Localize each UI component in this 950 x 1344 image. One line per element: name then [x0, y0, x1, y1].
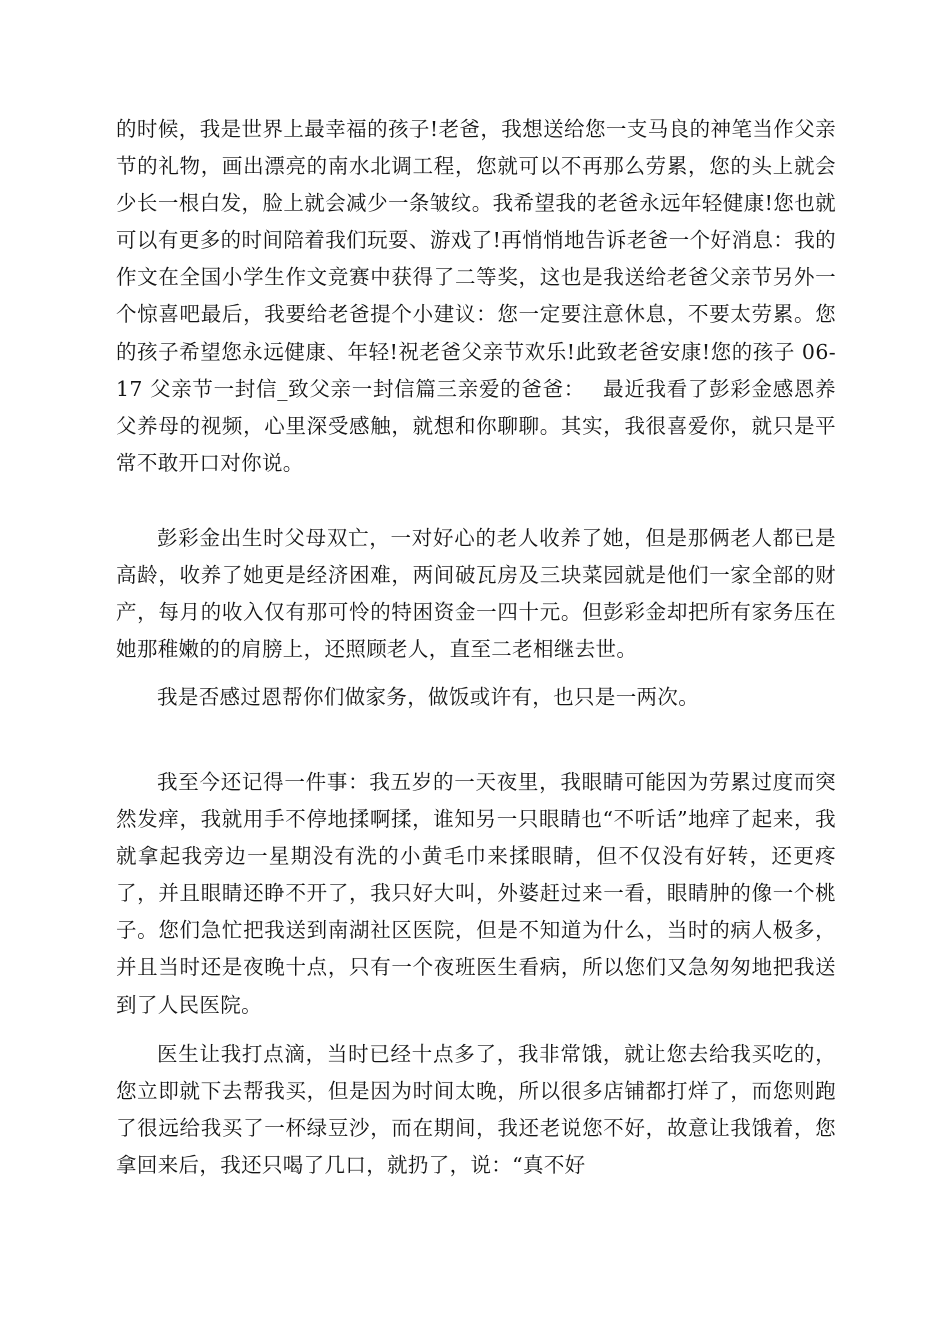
paragraph-text: 我是否感过恩帮你们做家务，做饭或许有，也只是一两次。: [157, 685, 700, 709]
paragraph-hospital: [116, 1036, 836, 1184]
paragraph-continued-letter: [116, 111, 836, 482]
paragraph-text: 我至今还记得一件事：我五岁的一天夜里，我眼睛可能因为劳累过度而突然发痒，我就用手不停地揉啊揉，谁知另一只眼睛也“不听话”地痒了起来，我就拿起我旁边一星期没有洗的小黄毛巾来揉眼睛，但不仅没有好转，还更疼了，并且眼睛还睁不开了，我只好大叫，外婆赶过来一看，眼睛肿的像一个桃子。您们急忙把我送到南湖社区医院，但是不知道为什么，当时的病人极多，并且当时还是夜晚十点，只有一个夜班医生看病，所以您们又急匆匆地把我送到了人民医院。: [116, 770, 836, 1017]
paragraph-text: 的时候，我是世界上最幸福的孩子!老爸，我想送给您一支马良的神笔当作父亲节的礼物，画出漂亮的南水北调工程，您就可以不再那么劳累，您的头上就会少长一根白发，脸上就会减少一条皱纹。我希望我的老爸永远年轻健康!您也就可以有更多的时间陪着我们玩耍、游戏了!再悄悄地告诉老爸一个好消息：我的作文在全国小学生作文竞赛中获得了二等奖，这也是我送给老爸父亲节另外一个惊喜吧最后，我要给老爸提个小建议：您一定要注意休息，不要太劳累。您的孩子希望您永远健康、年轻!祝老爸父亲节欢乐!此致老爸安康!您的孩子 06-17 父亲节一封信_致父亲一封信篇三亲爱的爸爸： 最近我看了彭彩金感恩养父养母的视频，心里深受感触，就想和你聊聊。其实，我很喜爱你，就只是平常不敢开口对你说。: [116, 117, 836, 475]
paragraph-story: [116, 520, 836, 668]
paragraph-text: 医生让我打点滴，当时已经十点多了，我非常饿，就让您去给我买吃的，您立即就下去帮我买，但是因为时间太晚，所以很多店铺都打烊了，而您则跑了很远给我买了一杯绿豆沙，而在期间，我还老说您不好，故意让我饿着，您拿回来后，我还只喝了几口，就扔了，说：“真不好: [116, 1042, 836, 1178]
paragraph-text: 彭彩金出生时父母双亡，一对好心的老人收养了她，但是那俩老人都已是高龄，收养了她更是经济困难，两间破瓦房及三块菜园就是他们一家全部的财产，每月的收入仅有那可怜的特困资金一四十元。但彭彩金却把所有家务压在她那稚嫩的的肩膀上，还照顾老人，直至二老相继去世。: [116, 526, 836, 662]
paragraph-reflection: [116, 679, 836, 716]
paragraph-memory: [116, 764, 836, 1024]
